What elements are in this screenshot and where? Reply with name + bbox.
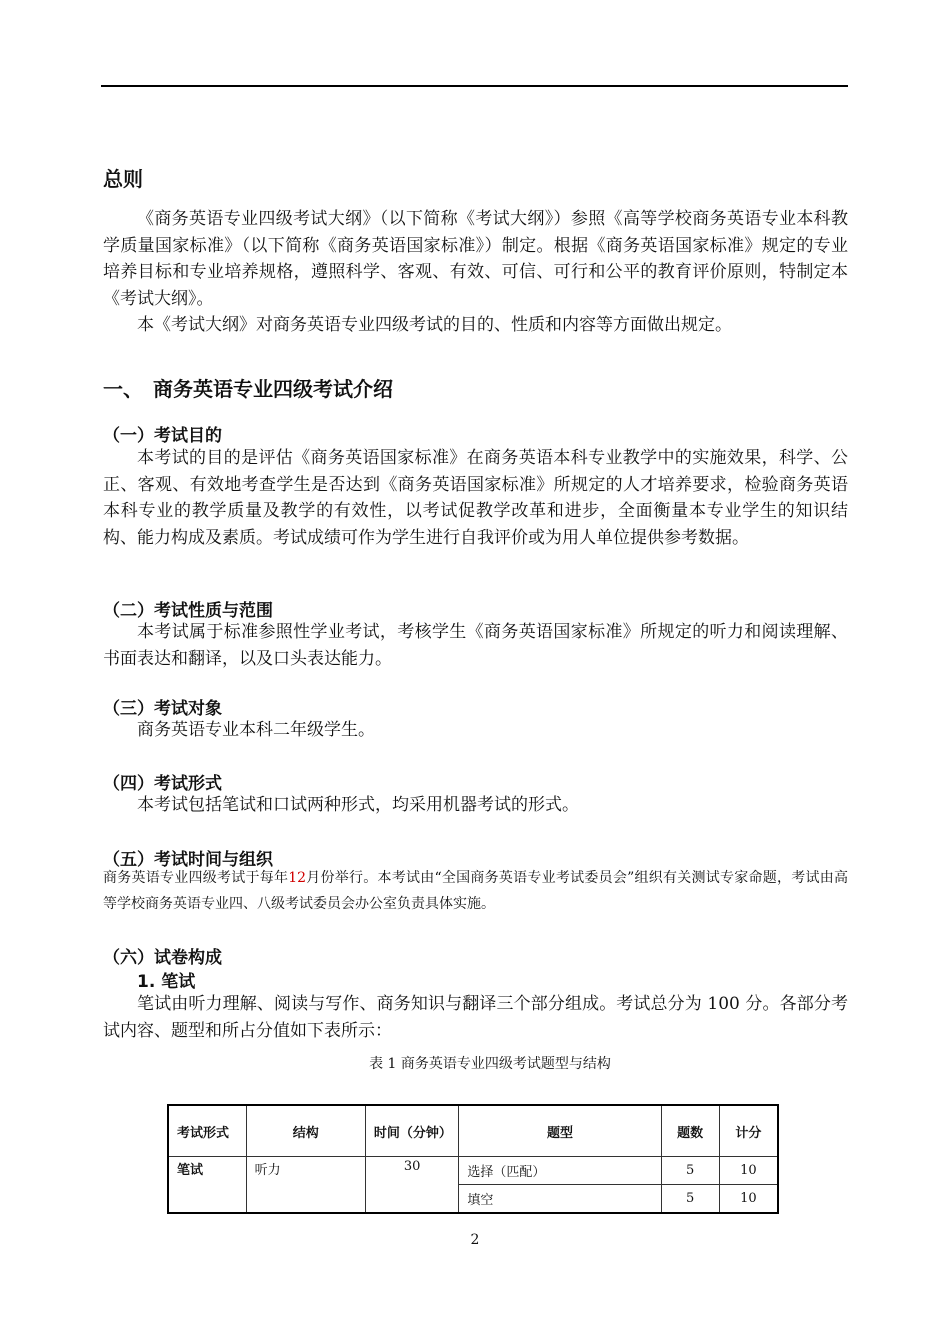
exam-structure-table (167, 1104, 779, 1214)
table-cell: 听力 (246, 1157, 365, 1214)
header-cell: 题数 (661, 1105, 719, 1157)
subsection-title-form: （四）考试形式 (103, 774, 222, 794)
table-cell: 5 (661, 1157, 719, 1185)
paper-text: 笔试由听力理解、阅读与写作、商务知识与翻译三个部分组成。考试总分为 100 分。各部分考试内容、题型和所占分值如下表所示： (103, 994, 848, 1041)
header-rule (101, 85, 848, 87)
table-cell: 选择（匹配） (459, 1157, 661, 1185)
nature-text: 本考试属于标准参照性学业考试，考核学生《商务英语国家标准》所规定的听力和阅读理解、书面表达和翻译，以及口头表达能力。 (103, 622, 848, 669)
time-text-before: 商务英语专业四级考试于每年 (103, 870, 289, 886)
table-caption: 表 1 商务英语专业四级考试题型与结构 (369, 1056, 611, 1072)
header-cell: 考试形式 (168, 1105, 246, 1157)
time-text-after: 月份举行。本考试由“全国商务英语专业考试委员会”组织有关测试专家命题，考试由高等学校商务英语专业四、八级考试委员会办公室负责具体实施。 (103, 870, 849, 912)
time-text (103, 865, 848, 917)
table-header-row (168, 1105, 778, 1157)
written-exam-subtitle: 1. 笔试 (137, 972, 196, 992)
table-cell: 10 (719, 1185, 778, 1214)
table-cell: 5 (661, 1185, 719, 1214)
section-title-general: 总则 (103, 167, 143, 191)
purpose-text: 本考试的目的是评估《商务英语国家标准》在商务英语本科专业教学中的实施效果，科学、公正、客观、有效地考查学生是否达到《商务英语国家标准》所规定的人才培养要求，检验商务英语本科专业的教学质量及教学的有效性，以考试促教学改革和进步，全面衡量本专业学生的知识结构、能力构成及素质。考试成绩可作为学生进行自我评价或为用人单位提供参考数据。 (103, 448, 848, 548)
target-text: 商务英语专业本科二年级学生。 (137, 720, 375, 740)
general-paragraph-2: 本《考试大纲》对商务英语专业四级考试的目的、性质和内容等方面做出规定。 (137, 315, 732, 335)
section-title-one: 一、 商务英语专业四级考试介绍 (103, 377, 393, 401)
header-cell: 结构 (246, 1105, 365, 1157)
subsection-title-time: （五）考试时间与组织 (103, 850, 273, 870)
header-cell: 时间（分钟） (365, 1105, 458, 1157)
subsection-title-purpose: （一）考试目的 (103, 426, 222, 446)
header-cell: 计分 (719, 1105, 778, 1157)
table-cell: 30 (365, 1157, 458, 1214)
table-cell: 10 (719, 1157, 778, 1185)
subsection-title-paper: （六）试卷构成 (103, 948, 222, 968)
general-paragraph-1: 《商务英语专业四级考试大纲》（以下简称《考试大纲》）参照《高等学校商务英语专业本科教学质量国家标准》（以下简称《商务英语国家标准》）制定。根据《商务英语国家标准》规定的专业培养目标和专业培养规格，遵照科学、客观、有效、可信、可行和公平的教育评价原则，特制定本《考试大纲》。 (103, 209, 848, 309)
subsection-title-nature: （二）考试性质与范围 (103, 601, 273, 621)
page-number: 2 (470, 1232, 480, 1248)
form-text: 本考试包括笔试和口试两种形式，均采用机器考试的形式。 (137, 795, 579, 815)
exam-month: 12 (288, 870, 307, 886)
header-cell: 题型 (459, 1105, 661, 1157)
table-cell: 笔试 (168, 1157, 246, 1214)
table-cell: 填空 (459, 1185, 661, 1214)
table-row (168, 1157, 778, 1185)
subsection-title-target: （三）考试对象 (103, 699, 222, 719)
